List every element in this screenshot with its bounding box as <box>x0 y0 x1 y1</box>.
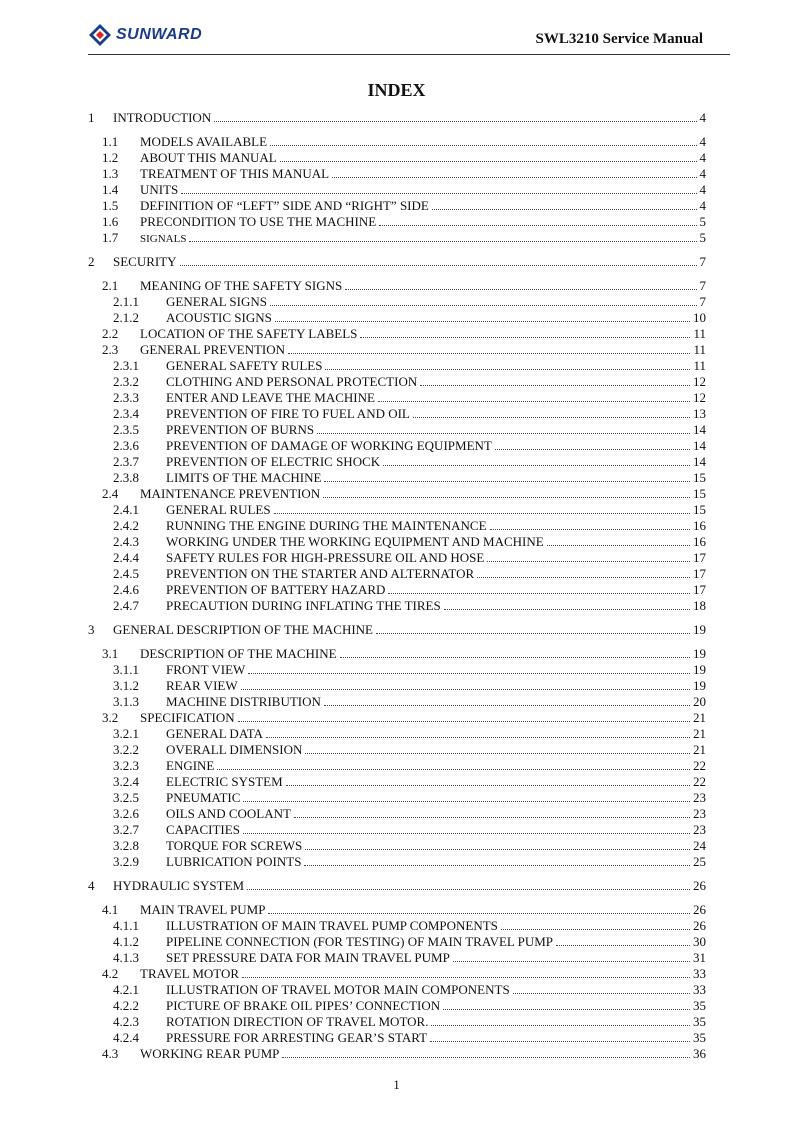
toc-entry-page: 15 <box>693 502 706 517</box>
toc-entry-title: OILS AND COOLANT <box>166 806 291 821</box>
dot-leader <box>413 406 690 418</box>
toc-entry-title: LUBRICATION POINTS <box>166 854 302 869</box>
dot-leader <box>275 310 690 322</box>
toc-entry-title: RUNNING THE ENGINE DURING THE MAINTENANCE <box>166 518 487 533</box>
toc-entry-page: 14 <box>693 454 706 469</box>
toc-entry-title: ENTER AND LEAVE THE MACHINE <box>166 390 375 405</box>
toc-entry-number: 1.1 <box>102 134 119 149</box>
toc-entry[interactable] <box>102 486 706 502</box>
dot-leader <box>288 342 690 354</box>
toc-entry-page: 4 <box>699 198 706 213</box>
toc-entry-title: SAFETY RULES FOR HIGH-PRESSURE OIL AND HOSE <box>166 550 485 565</box>
toc-entry-number: 3.2.8 <box>113 838 139 853</box>
toc-entry-number: 1.2 <box>102 150 119 165</box>
toc-entry-number: 3.2 <box>102 710 119 725</box>
toc-entry-number: 3.1.2 <box>113 678 139 693</box>
toc-entry[interactable] <box>102 902 706 918</box>
toc-entry-title: MAINTENANCE PREVENTION <box>140 486 321 501</box>
toc-entry[interactable] <box>113 934 706 950</box>
toc-entry-number: 1.3 <box>102 166 119 181</box>
toc-entry[interactable] <box>113 982 706 998</box>
toc-entry-title: HYDRAULIC SYSTEM <box>113 878 245 893</box>
toc-entry-number: 3.1 <box>102 646 119 661</box>
toc-entry-number: 4.1.2 <box>113 934 139 949</box>
toc-entry-page: 10 <box>693 310 706 325</box>
toc-entry-title: PREVENTION OF DAMAGE OF WORKING EQUIPMENT <box>166 438 492 453</box>
toc-entry-title: ENGINE <box>166 758 215 773</box>
toc-entry-title: LOCATION OF THE SAFETY LABELS <box>140 326 358 341</box>
toc-entry-title: LIMITS OF THE MACHINE <box>166 470 322 485</box>
toc-entry[interactable] <box>102 182 706 198</box>
toc-entry-page: 11 <box>693 342 706 357</box>
toc-entry-title: WORKING UNDER THE WORKING EQUIPMENT AND MACHINE <box>166 534 544 549</box>
toc-entry-page: 21 <box>693 726 706 741</box>
toc-entry-page: 23 <box>693 790 706 805</box>
toc-entry-title: SET PRESSURE DATA FOR MAIN TRAVEL PUMP <box>166 950 450 965</box>
dot-leader <box>286 774 690 786</box>
toc-entry-page: 23 <box>693 806 706 821</box>
toc-entry-number: 2.4.2 <box>113 518 139 533</box>
toc-entry[interactable] <box>113 454 706 470</box>
toc-entry-page: 5 <box>699 230 706 245</box>
toc-entry[interactable] <box>102 198 706 214</box>
toc-entry[interactable] <box>113 694 706 710</box>
toc-entry-number: 2.3.3 <box>113 390 139 405</box>
toc-entry-number: 3 <box>88 622 95 637</box>
dot-leader <box>214 110 696 122</box>
toc-entry-title: PIPELINE CONNECTION (FOR TESTING) OF MAIN TRAVEL PUMP <box>166 934 554 949</box>
toc-entry[interactable] <box>113 918 706 934</box>
toc-entry-page: 7 <box>699 254 706 269</box>
toc-entry-page: 4 <box>699 110 706 125</box>
toc-entry-page: 33 <box>693 966 706 981</box>
toc-entry[interactable] <box>113 550 706 566</box>
toc-entry[interactable] <box>113 758 706 774</box>
toc-entry-number: 4.1 <box>102 902 119 917</box>
toc-entry-title: CLOTHING AND PERSONAL PROTECTION <box>166 374 418 389</box>
toc-entry-page: 15 <box>693 486 706 501</box>
toc-entry-page: 21 <box>693 710 706 725</box>
toc-entry-page: 4 <box>699 134 706 149</box>
toc-entry[interactable] <box>113 566 706 582</box>
dot-leader <box>243 790 690 802</box>
dot-leader <box>444 598 690 610</box>
toc-entry-number: 4.1.3 <box>113 950 139 965</box>
dot-leader <box>547 534 690 546</box>
toc-entry-page: 20 <box>693 694 706 709</box>
toc-entry-number: 2.4.4 <box>113 550 139 565</box>
toc-entry-page: 7 <box>699 294 706 309</box>
toc-entry[interactable] <box>113 998 706 1014</box>
toc-entry-title: PRECONDITION TO USE THE MACHINE <box>140 214 377 229</box>
toc-entry-page: 4 <box>699 150 706 165</box>
toc-entry-number: 3.2.3 <box>113 758 139 773</box>
toc-entry-title: GENERAL SIGNS <box>166 294 267 309</box>
toc-entry-number: 2.4.3 <box>113 534 139 549</box>
toc-entry-title: MACHINE DISTRIBUTION <box>166 694 321 709</box>
dot-leader <box>270 294 697 306</box>
dot-leader <box>268 902 690 914</box>
toc-entry[interactable] <box>113 438 706 454</box>
document-title: SWL3210 Service Manual <box>535 31 703 47</box>
toc-entry-page: 35 <box>693 1014 706 1029</box>
toc-entry[interactable] <box>113 374 706 390</box>
toc-entry-number: 3.2.4 <box>113 774 139 789</box>
toc-entry-number: 2.3.2 <box>113 374 139 389</box>
dot-leader <box>501 918 690 930</box>
toc-entry-page: 16 <box>693 518 706 533</box>
dot-leader <box>243 822 690 834</box>
toc-entry-title: ILLUSTRATION OF MAIN TRAVEL PUMP COMPONENTS <box>166 918 498 933</box>
toc-entry[interactable] <box>102 326 706 342</box>
toc-entry-page: 24 <box>693 838 706 853</box>
toc-entry-page: 16 <box>693 534 706 549</box>
dot-leader <box>324 694 690 706</box>
toc-entry-title: GENERAL DATA <box>166 726 264 741</box>
toc-entry-title: OVERALL DIMENSION <box>166 742 303 757</box>
toc-entry-page: 17 <box>693 550 706 565</box>
toc-entry-title: ROTATION DIRECTION OF TRAVEL MOTOR. <box>166 1014 429 1029</box>
dot-leader <box>453 950 690 962</box>
toc-entry-number: 1.6 <box>102 214 119 229</box>
toc-entry-number: 4 <box>88 878 95 893</box>
toc-entry-number: 2.3.8 <box>113 470 139 485</box>
toc-entry-number: 3.2.6 <box>113 806 139 821</box>
dot-leader <box>332 166 696 178</box>
dot-leader <box>280 150 697 162</box>
toc-entry-page: 5 <box>699 214 706 229</box>
toc-entry[interactable] <box>102 710 706 726</box>
toc-entry[interactable] <box>102 230 706 246</box>
toc-entry-title: TORQUE FOR SCREWS <box>166 838 303 853</box>
toc-entry-number: 1.7 <box>102 230 119 245</box>
dot-leader <box>274 502 690 514</box>
toc-entry-page: 21 <box>693 742 706 757</box>
toc-entry[interactable] <box>113 390 706 406</box>
dot-leader <box>443 998 690 1010</box>
toc-entry[interactable] <box>113 582 706 598</box>
page-number: 1 <box>393 1077 400 1092</box>
dot-leader <box>556 934 690 946</box>
toc-entry[interactable] <box>102 214 706 230</box>
dot-leader <box>248 662 690 674</box>
toc-entry-page: 19 <box>693 678 706 693</box>
toc-entry-number: 2.4 <box>102 486 119 501</box>
toc-entry-page: 4 <box>699 166 706 181</box>
toc-entry[interactable] <box>113 822 706 838</box>
dot-leader <box>181 182 696 194</box>
toc-entry-title: GENERAL DESCRIPTION OF THE MACHINE <box>113 622 373 637</box>
dot-leader <box>247 878 690 890</box>
toc-entry-title: DEFINITION OF “LEFT” SIDE AND “RIGHT” SIDE <box>140 198 429 213</box>
toc-entry-page: 17 <box>693 582 706 597</box>
dot-leader <box>266 726 690 738</box>
dot-leader <box>383 454 690 466</box>
dot-leader <box>490 518 690 530</box>
toc-entry-title: SECURITY <box>113 254 177 269</box>
toc-entry-title: MAIN TRAVEL PUMP <box>140 902 266 917</box>
toc-entry[interactable] <box>102 966 706 982</box>
toc-entry[interactable] <box>88 622 706 638</box>
dot-leader <box>323 486 690 498</box>
dot-leader <box>305 742 690 754</box>
toc-entry-number: 1.4 <box>102 182 119 197</box>
toc-entry-page: 22 <box>693 758 706 773</box>
toc-entry-page: 7 <box>699 278 706 293</box>
toc-entry-title: SIGNALS <box>140 233 187 245</box>
toc-entry[interactable] <box>102 278 706 294</box>
toc-entry-page: 12 <box>693 374 706 389</box>
toc-entry-page: 13 <box>693 406 706 421</box>
dot-leader <box>495 438 690 450</box>
toc-entry-number: 2 <box>88 254 95 269</box>
toc-entry-number: 2.4.5 <box>113 566 139 581</box>
dot-leader <box>238 710 690 722</box>
toc-entry-number: 2.1 <box>102 278 119 293</box>
toc-entry[interactable] <box>102 1046 706 1062</box>
toc-entry-page: 11 <box>693 358 706 373</box>
toc-entry-number: 4.3 <box>102 1046 119 1061</box>
toc-entry-page: 35 <box>693 1030 706 1045</box>
dot-leader <box>379 214 696 226</box>
toc-entry-page: 26 <box>693 918 706 933</box>
toc-entry[interactable] <box>113 534 706 550</box>
toc-entry-page: 15 <box>693 470 706 485</box>
toc-entry-number: 3.1.3 <box>113 694 139 709</box>
sunward-logo-icon <box>88 23 112 47</box>
dot-leader <box>345 278 696 290</box>
toc-entry[interactable] <box>113 838 706 854</box>
toc-entry-title: PICTURE OF BRAKE OIL PIPES’ CONNECTION <box>166 998 441 1013</box>
toc-entry-title: PREVENTION OF BURNS <box>166 422 315 437</box>
toc-entry-page: 26 <box>693 878 706 893</box>
toc-entry-page: 12 <box>693 390 706 405</box>
toc-entry-page: 23 <box>693 822 706 837</box>
toc-entry-number: 2.3.4 <box>113 406 139 421</box>
toc-entry-number: 3.2.5 <box>113 790 139 805</box>
toc-entry-page: 19 <box>693 662 706 677</box>
toc-entry-page: 18 <box>693 598 706 613</box>
toc-entry[interactable] <box>102 342 706 358</box>
toc-entry-page: 11 <box>693 326 706 341</box>
dot-leader <box>242 966 690 978</box>
toc-entry-page: 25 <box>693 854 706 869</box>
dot-leader <box>270 134 696 146</box>
toc-entry-number: 4.2.3 <box>113 1014 139 1029</box>
dot-leader <box>325 358 690 370</box>
toc-entry-number: 4.1.1 <box>113 918 139 933</box>
toc-entry[interactable] <box>102 166 706 182</box>
toc-entry-title: ABOUT THIS MANUAL <box>140 150 277 165</box>
toc-entry-title: PREVENTION OF ELECTRIC SHOCK <box>166 454 381 469</box>
toc-entry-number: 2.1.2 <box>113 310 139 325</box>
dot-leader <box>513 982 690 994</box>
toc-entry-title: FRONT VIEW <box>166 662 246 677</box>
toc-entry[interactable] <box>102 134 706 150</box>
toc-entry-page: 19 <box>693 646 706 661</box>
toc-entry-number: 1 <box>88 110 95 125</box>
logo-text: SUNWARD <box>116 26 203 43</box>
toc-entry-page: 26 <box>693 902 706 917</box>
dot-leader <box>432 198 697 210</box>
sunward-logo <box>88 22 202 48</box>
dot-leader <box>282 1046 690 1058</box>
toc-entry-number: 2.4.1 <box>113 502 139 517</box>
toc-entry-title: PNEUMATIC <box>166 790 241 805</box>
toc-entry[interactable] <box>113 518 706 534</box>
toc-entry-title: TREATMENT OF THIS MANUAL <box>140 166 330 181</box>
toc-entry-number: 3.1.1 <box>113 662 139 677</box>
dot-leader <box>241 678 690 690</box>
toc-entry-page: 33 <box>693 982 706 997</box>
toc-entry[interactable] <box>88 254 706 270</box>
toc-entry[interactable] <box>113 742 706 758</box>
toc-entry-title: PREVENTION ON THE STARTER AND ALTERNATOR <box>166 566 475 581</box>
dot-leader <box>360 326 690 338</box>
toc-entry-title: PREVENTION OF FIRE TO FUEL AND OIL <box>166 406 410 421</box>
toc-entry-page: 35 <box>693 998 706 1013</box>
index-heading: INDEX <box>367 80 426 100</box>
toc-entry[interactable] <box>113 678 706 694</box>
dot-leader <box>477 566 690 578</box>
toc-entry[interactable] <box>88 878 706 894</box>
toc-entry-number: 4.2.2 <box>113 998 139 1013</box>
toc-entry-number: 3.2.1 <box>113 726 139 741</box>
toc-entry-title: CAPACITIES <box>166 822 240 837</box>
toc-entry-page: 22 <box>693 774 706 789</box>
toc-entry-number: 2.3 <box>102 342 119 357</box>
toc-entry-title: PRECAUTION DURING INFLATING THE TIRES <box>166 598 441 613</box>
dot-leader <box>431 1014 690 1026</box>
toc-entry-title: DESCRIPTION OF THE MACHINE <box>140 646 337 661</box>
dot-leader <box>420 374 690 386</box>
toc-entry-number: 2.3.6 <box>113 438 139 453</box>
toc-entry[interactable] <box>102 646 706 662</box>
toc-entry-page: 4 <box>699 182 706 197</box>
toc-entry[interactable] <box>113 406 706 422</box>
toc-entry-title: ACOUSTIC SIGNS <box>166 310 272 325</box>
toc-entry[interactable] <box>113 726 706 742</box>
toc-entry-number: 2.3.5 <box>113 422 139 437</box>
toc-entry[interactable] <box>113 662 706 678</box>
dot-leader <box>180 254 697 266</box>
toc-entry-title: GENERAL RULES <box>166 502 271 517</box>
toc-entry-title: ELECTRIC SYSTEM <box>166 774 283 789</box>
toc-entry-number: 2.2 <box>102 326 119 341</box>
toc-entry-page: 14 <box>693 438 706 453</box>
dot-leader <box>487 550 690 562</box>
toc-entry-number: 4.2.1 <box>113 982 139 997</box>
dot-leader <box>430 1030 690 1042</box>
toc-entry[interactable] <box>102 150 706 166</box>
toc-entry[interactable] <box>113 790 706 806</box>
toc-entry[interactable] <box>113 950 706 966</box>
toc-entry-page: 36 <box>693 1046 706 1061</box>
dot-leader <box>324 470 690 482</box>
toc-entry-page: 30 <box>693 934 706 949</box>
toc-entry-number: 2.3.1 <box>113 358 139 373</box>
toc-entry-number: 2.4.6 <box>113 582 139 597</box>
dot-leader <box>305 838 690 850</box>
toc-entry-title: GENERAL SAFETY RULES <box>166 358 323 373</box>
toc-entry[interactable] <box>88 110 706 126</box>
toc-entry-title: MODELS AVAILABLE <box>140 134 268 149</box>
dot-leader <box>388 582 690 594</box>
dot-leader <box>294 806 690 818</box>
toc-entry[interactable] <box>113 854 706 870</box>
toc-entry[interactable] <box>113 598 706 614</box>
toc-entry-number: 3.2.9 <box>113 854 139 869</box>
toc-entry[interactable] <box>113 310 706 326</box>
toc-entry-title: WORKING REAR PUMP <box>140 1046 280 1061</box>
toc-entry-title: PRESSURE FOR ARRESTING GEAR’S START <box>166 1030 428 1045</box>
toc-entry-number: 3.2.2 <box>113 742 139 757</box>
toc-entry[interactable] <box>113 502 706 518</box>
page-header <box>88 20 730 55</box>
dot-leader <box>317 422 690 434</box>
toc-entry-page: 17 <box>693 566 706 581</box>
toc-entry-number: 2.1.1 <box>113 294 139 309</box>
dot-leader <box>217 758 690 770</box>
toc-entry-number: 1.5 <box>102 198 119 213</box>
toc-entry-title: ILLUSTRATION OF TRAVEL MOTOR MAIN COMPONENTS <box>166 982 510 997</box>
toc-entry[interactable] <box>113 806 706 822</box>
toc-entry[interactable] <box>113 470 706 486</box>
toc-entry-page: 31 <box>693 950 706 965</box>
dot-leader <box>340 646 690 658</box>
toc-entry-number: 2.3.7 <box>113 454 139 469</box>
toc-entry-title: PREVENTION OF BATTERY HAZARD <box>166 582 386 597</box>
toc-entry[interactable] <box>113 422 706 438</box>
dot-leader <box>304 854 690 866</box>
toc-entry-title: GENERAL PREVENTION <box>140 342 286 357</box>
toc-entry-number: 4.2 <box>102 966 119 981</box>
toc-entry[interactable] <box>113 294 706 310</box>
toc-entry-title: REAR VIEW <box>166 678 238 693</box>
toc-entry-title: MEANING OF THE SAFETY SIGNS <box>140 278 343 293</box>
toc-entry[interactable] <box>113 1014 706 1030</box>
toc-entry[interactable] <box>113 774 706 790</box>
dot-leader <box>378 390 690 402</box>
toc-entry-page: 19 <box>693 622 706 637</box>
toc-entry-number: 3.2.7 <box>113 822 139 837</box>
toc-entry[interactable] <box>113 1030 706 1046</box>
toc-entry-title: TRAVEL MOTOR <box>140 966 240 981</box>
toc-entry-title: UNITS <box>140 182 179 197</box>
toc-entry-page: 14 <box>693 422 706 437</box>
toc-entry-number: 2.4.7 <box>113 598 139 613</box>
toc-entry[interactable] <box>113 358 706 374</box>
toc-entry-title: SPECIFICATION <box>140 710 235 725</box>
toc-entry-title: INTRODUCTION <box>113 110 212 125</box>
dot-leader <box>189 230 696 242</box>
toc-entry-number: 4.2.4 <box>113 1030 139 1045</box>
dot-leader <box>376 622 690 634</box>
